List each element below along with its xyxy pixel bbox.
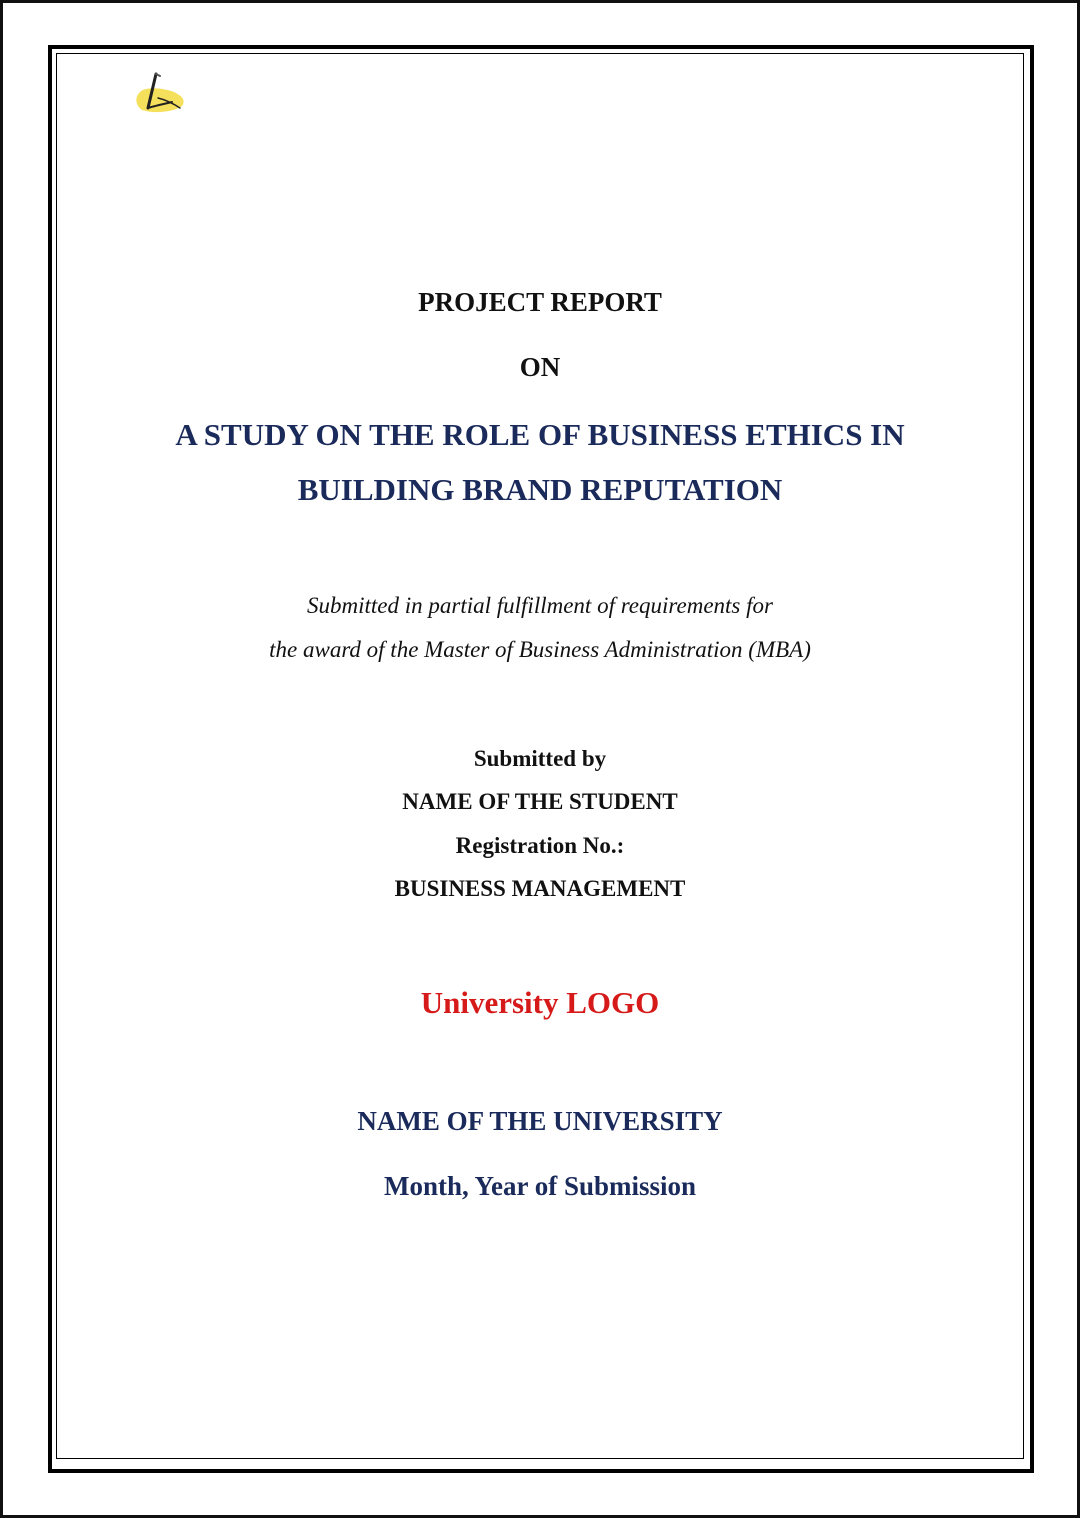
submission-statement-line-2: the award of the Master of Business Administration (MBA) [269,637,811,662]
submitted-by-label: Submitted by [473,746,607,771]
pen-icon [134,70,190,120]
report-title-line-1: A STUDY ON THE ROLE OF BUSINESS ETHICS IN [175,417,905,452]
student-name: NAME OF THE STUDENT [402,789,678,814]
report-heading: PROJECT REPORT [418,287,662,317]
registration-number-label: Registration No.: [455,833,625,858]
university-logo-placeholder: University LOGO [420,985,660,1020]
submission-statement-line-1: Submitted in partial fulfillment of requirements for [307,593,773,618]
report-on: ON [519,352,561,382]
report-title-line-2: BUILDING BRAND REPUTATION [297,472,783,507]
university-name: NAME OF THE UNIVERSITY [357,1106,723,1136]
submission-date: Month, Year of Submission [383,1171,697,1201]
department-name: BUSINESS MANAGEMENT [394,876,686,901]
